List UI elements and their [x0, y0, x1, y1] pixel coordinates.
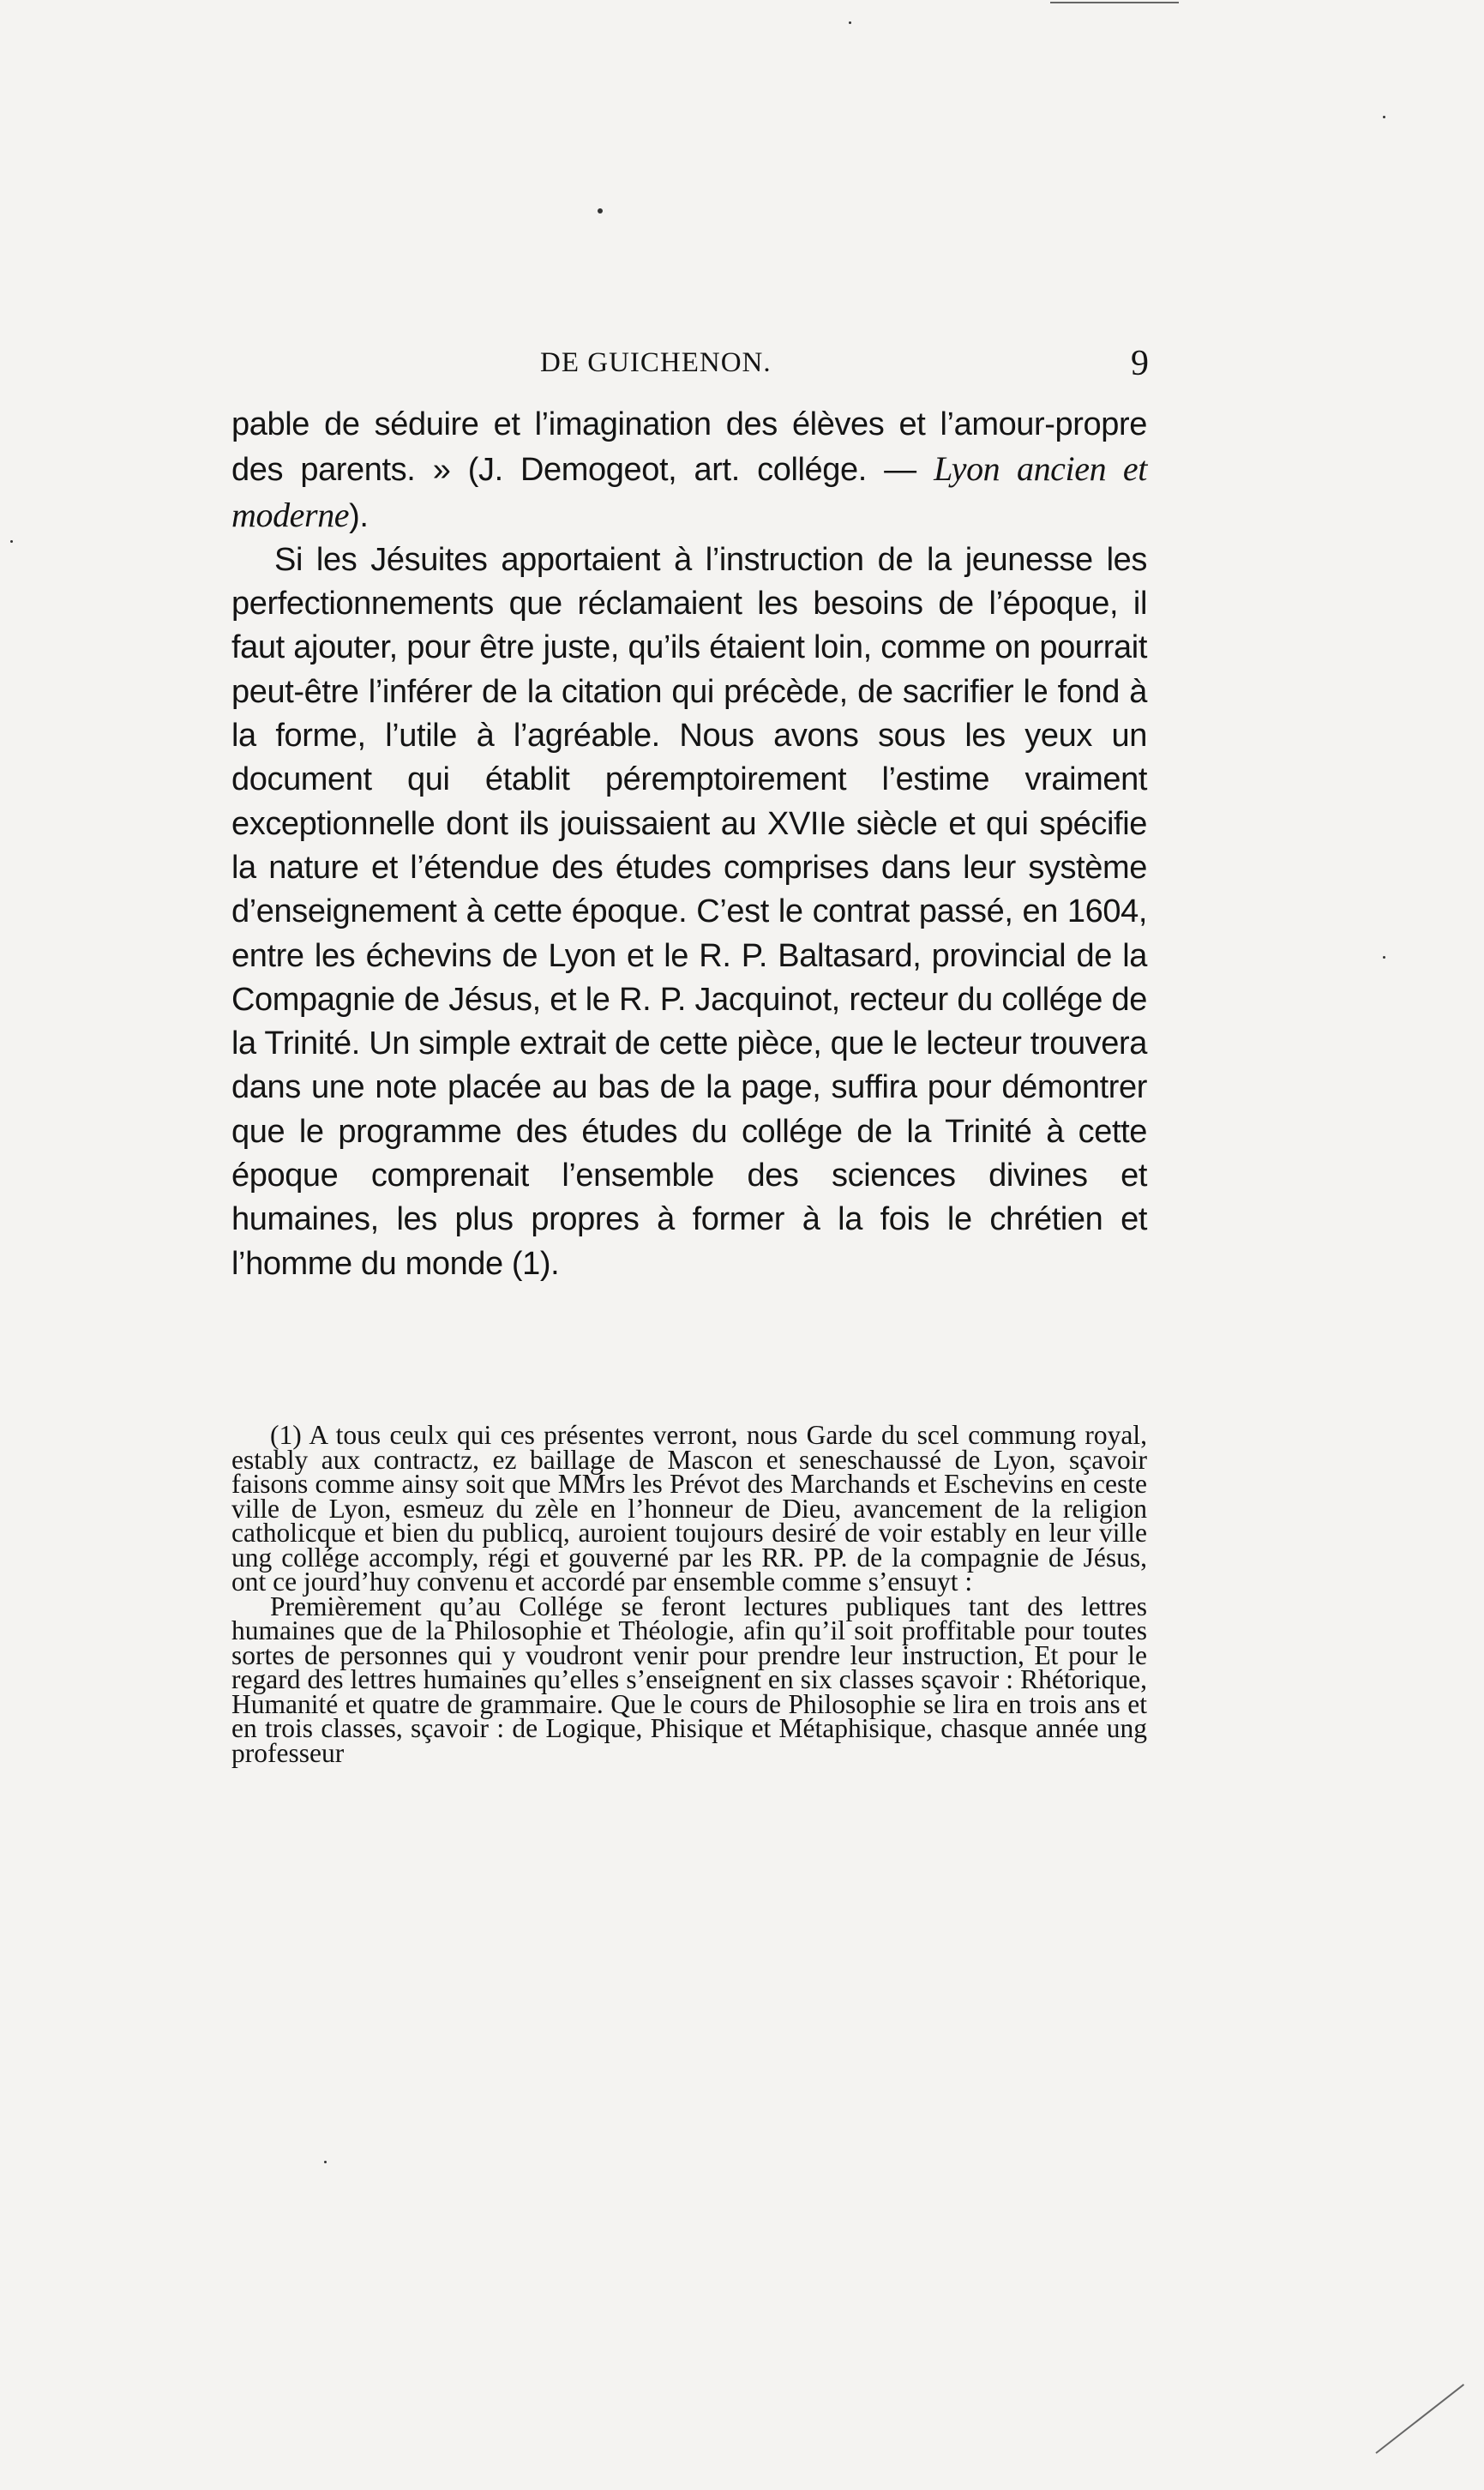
footnote [231, 1420, 1147, 1768]
body-paragraph: Si les Jésuites apportaient à l’instruction de la jeunesse les perfectionnements que réclamaient les besoins de l’époque, il faut ajouter, pour être juste, qu’ils étaient loin, comme on pourrait peut-être l’inférer de la citation qui précède, de sacrifier le fond à la forme, l’utile à l’agréable. Nous avons sous les yeux un document qui établit péremptoirement l’estime vraiment exceptionnelle dont ils jouissaient au XVIIe siècle et qui spécifie la nature et l’étendue des études comprises dans leur système d’enseignement à cette époque. C’est le contrat passé, en 1604, entre les échevins de Lyon et le R. P. Baltasard, provincial de la Compagnie de Jésus, et le R. P. Jacquinot, recteur du collége de la Trinité. Un simple extrait de cette pièce, que le lecteur trouvera dans une note placée au bas de la page, suffira pour démontrer que le programme des études du collége de la Trinité à cette époque comprenait l’ensemble des sciences divines et humaines, les plus propres à former à la fois le chrétien et l’homme du monde (1). [231, 541, 1147, 1282]
quote-close: ). [349, 497, 369, 534]
page-number: 9 [1131, 344, 1149, 383]
margin-line [1050, 2, 1179, 3]
corner-mark [1375, 2384, 1464, 2454]
footnote-paragraph-1: (1) A tous ceulx qui ces présentes verront, nous Garde du scel commung royal, estably aux contractz, ez baillage de Mascon et seneschaussé de Lyon, sçavoir faisons comme ainsy soit que MMrs les Prévot des Marchands et Eschevins en ceste ville de Lyon, esmeuz du zèle en l’honneur de Dieu, avancement de la religion catholicque et bien du publicq, auroient toujours desiré de voir estably en leur ville ung collége accomply, régi et gouverné par les RR. PP. de la compagnie de Jésus, ont ce jourd’huy convenu et accordé par ensemble comme s’ensuyt : [231, 1420, 1147, 1597]
footnote-paragraph-2: Premièrement qu’au Collége se feront lectures publiques tant des lettres humaines que de la Philosophie et Théologie, afin qu’il soit proffitable pour toutes sortes de personnes qui y voudront venir pour prendre leur instruction, Et pour le regard des lettres humaines qu’elles s’enseignent en six classes sçavoir : Rhétorique, Humanité et quatre de grammaire. Que le cours de Philosophie se lira en trois ans et en trois classes, sçavoir : de Logique, Phisique et Métaphisique, chasque année ung professeur [231, 1591, 1147, 1768]
running-title: DE GUICHENON. [540, 347, 772, 378]
main-text [231, 403, 1147, 1286]
quote-ending [231, 403, 1147, 538]
quote-text: pable de séduire et l’imagination des élèves et l’amour-propre des parents. » (J. Demogeot, art. collége. — [231, 406, 1147, 489]
quote-source: Lyon ancien et moderne [231, 449, 1147, 534]
